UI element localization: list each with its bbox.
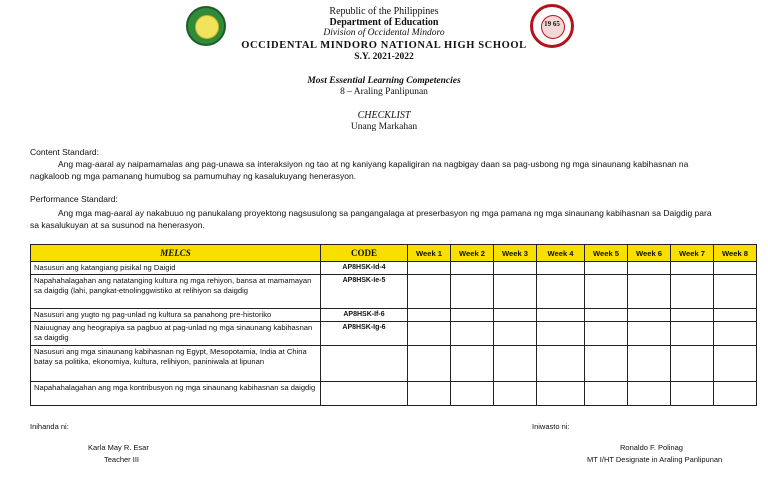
week-cell[interactable] [628, 382, 671, 406]
header-week-1: Week 1 [408, 245, 451, 262]
week-cell[interactable] [585, 309, 628, 322]
week-cell[interactable] [671, 275, 714, 309]
header-melcs: MELCS [31, 245, 321, 262]
week-cell[interactable] [537, 322, 585, 346]
school-year: S.Y. 2021-2022 [354, 52, 414, 62]
week-cell[interactable] [451, 262, 494, 275]
republic-line: Republic of the Philippines [329, 6, 439, 17]
document-title: CHECKLIST [357, 110, 411, 121]
department-line: Department of Education [329, 17, 439, 28]
week-cell[interactable] [494, 309, 537, 322]
week-cell[interactable] [494, 346, 537, 382]
week-cell[interactable] [671, 382, 714, 406]
week-cell[interactable] [408, 275, 451, 309]
content-standard-label: Content Standard: [30, 147, 99, 157]
week-cell[interactable] [537, 346, 585, 382]
week-cell[interactable] [408, 382, 451, 406]
week-cell[interactable] [714, 382, 757, 406]
week-cell[interactable] [585, 262, 628, 275]
week-cell[interactable] [408, 309, 451, 322]
code-cell [321, 346, 408, 382]
week-cell[interactable] [585, 275, 628, 309]
seal-year: 19 65 [544, 20, 560, 28]
week-cell[interactable] [451, 309, 494, 322]
school-name: OCCIDENTAL MINDORO NATIONAL HIGH SCHOOL [241, 40, 527, 51]
week-cell[interactable] [451, 275, 494, 309]
week-cell[interactable] [671, 346, 714, 382]
table-row [31, 346, 757, 382]
week-cell[interactable] [628, 309, 671, 322]
header-code: CODE [321, 245, 408, 262]
melc-cell: Napahahalagahan ang natatanging kultura ng mga rehiyon, bansa at mamamayan sa daigdig (lahi, pangkat-etnolinggwistiko at relihiyon sa daigdig [31, 275, 321, 309]
content-standard-line-2: nagkaloob ng mga pamanang humubog sa pamumuhay ng kasalukuyang henerasyon. [30, 171, 357, 181]
prepared-by-label: Inihanda ni: [30, 422, 69, 431]
week-cell[interactable] [408, 346, 451, 382]
week-cell[interactable] [537, 309, 585, 322]
table-row [31, 262, 757, 275]
content-standard-line-1: Ang mag-aaral ay naipamamalas ang pag-unawa sa interaksiyon ng tao at ng kaniyang kapaligiran na nagbigay daan sa pag-usbong ng mga sinaunang kabihasnan na [58, 159, 689, 169]
table-row [31, 322, 757, 346]
table-header-row [31, 245, 757, 262]
table-row [31, 382, 757, 406]
week-cell[interactable] [537, 262, 585, 275]
code-cell: AP8HSK-If-6 [321, 309, 408, 322]
code-cell: AP8HSK-Ig-6 [321, 322, 408, 346]
checked-by-title: MT I/HT Designate in Araling Panlipunan [587, 455, 723, 464]
melc-cell: Nasusuri ang katangiang pisikal ng Daigid [31, 262, 321, 275]
performance-standard-line-1: Ang mga mag-aaral ay nakabuuo ng panukalang proyektong nagsusulong sa pangangalaga at preserbasyon ng mga pamana ng mga sinaunang kabihasnan sa Daigdig para [58, 208, 712, 218]
performance-standard-text [30, 207, 740, 231]
week-cell[interactable] [494, 275, 537, 309]
week-cell[interactable] [714, 309, 757, 322]
table-row [31, 309, 757, 322]
performance-standard-label: Performance Standard: [30, 194, 118, 204]
week-cell[interactable] [714, 262, 757, 275]
melc-title: Most Essential Learning Competencies [307, 76, 461, 86]
checked-by-name: Ronaldo F. Polinag [620, 443, 683, 452]
code-cell: AP8HSK-Ie-5 [321, 275, 408, 309]
melc-cell: Napahahalagahan ang mga kontribusyon ng mga sinaunang kabihasnan sa daigdig [31, 382, 321, 406]
division-line: Division of Occidental Mindoro [323, 28, 445, 38]
quarter-line: Unang Markahan [350, 122, 418, 132]
week-cell[interactable] [671, 309, 714, 322]
week-cell[interactable] [714, 346, 757, 382]
subject-line: 8 – Araling Panlipunan [340, 87, 428, 97]
header-week-8: Week 8 [714, 245, 757, 262]
week-cell[interactable] [408, 262, 451, 275]
week-cell[interactable] [451, 322, 494, 346]
header-week-7: Week 7 [671, 245, 714, 262]
header-week-2: Week 2 [451, 245, 494, 262]
week-cell[interactable] [628, 322, 671, 346]
code-cell: AP8HSK-Id-4 [321, 262, 408, 275]
checked-by-label: Iniwasto ni: [532, 422, 570, 431]
header-week-5: Week 5 [585, 245, 628, 262]
week-cell[interactable] [537, 275, 585, 309]
header-week-4: Week 4 [537, 245, 585, 262]
week-cell[interactable] [408, 322, 451, 346]
code-cell [321, 382, 408, 406]
table-row [31, 275, 757, 309]
week-cell[interactable] [451, 346, 494, 382]
week-cell[interactable] [494, 262, 537, 275]
week-cell[interactable] [671, 322, 714, 346]
week-cell[interactable] [628, 262, 671, 275]
melc-checklist-table [30, 244, 757, 406]
week-cell[interactable] [494, 382, 537, 406]
prepared-by-name: Karla May R. Esar [88, 443, 149, 452]
week-cell[interactable] [494, 322, 537, 346]
header-week-3: Week 3 [494, 245, 537, 262]
week-cell[interactable] [585, 322, 628, 346]
week-cell[interactable] [628, 346, 671, 382]
melc-cell: Nasusuri ang yugto ng pag-unlad ng kultura sa panahong pre-historiko [31, 309, 321, 322]
week-cell[interactable] [537, 382, 585, 406]
week-cell[interactable] [628, 275, 671, 309]
week-cell[interactable] [451, 382, 494, 406]
melc-cell: Nasusuri ang mga sinaunang kabihasnan ng Egypt, Mesopotamia, India at China batay sa politika, ekonomiya, kultura, relihiyon, paniniwala at lipunan [31, 346, 321, 382]
melc-cell: Naiuugnay ang heograpiya sa pagbuo at pag-unlad ng mga sinaunang kabihasnan sa daigdig [31, 322, 321, 346]
week-cell[interactable] [585, 382, 628, 406]
week-cell[interactable] [585, 346, 628, 382]
prepared-by-title: Teacher III [104, 455, 140, 464]
header-week-6: Week 6 [628, 245, 671, 262]
week-cell[interactable] [671, 262, 714, 275]
week-cell[interactable] [714, 322, 757, 346]
performance-standard-line-2: sa kasalukuyan at sa susunod na henerasyon. [30, 220, 205, 230]
content-standard-text [30, 158, 740, 182]
week-cell[interactable] [714, 275, 757, 309]
